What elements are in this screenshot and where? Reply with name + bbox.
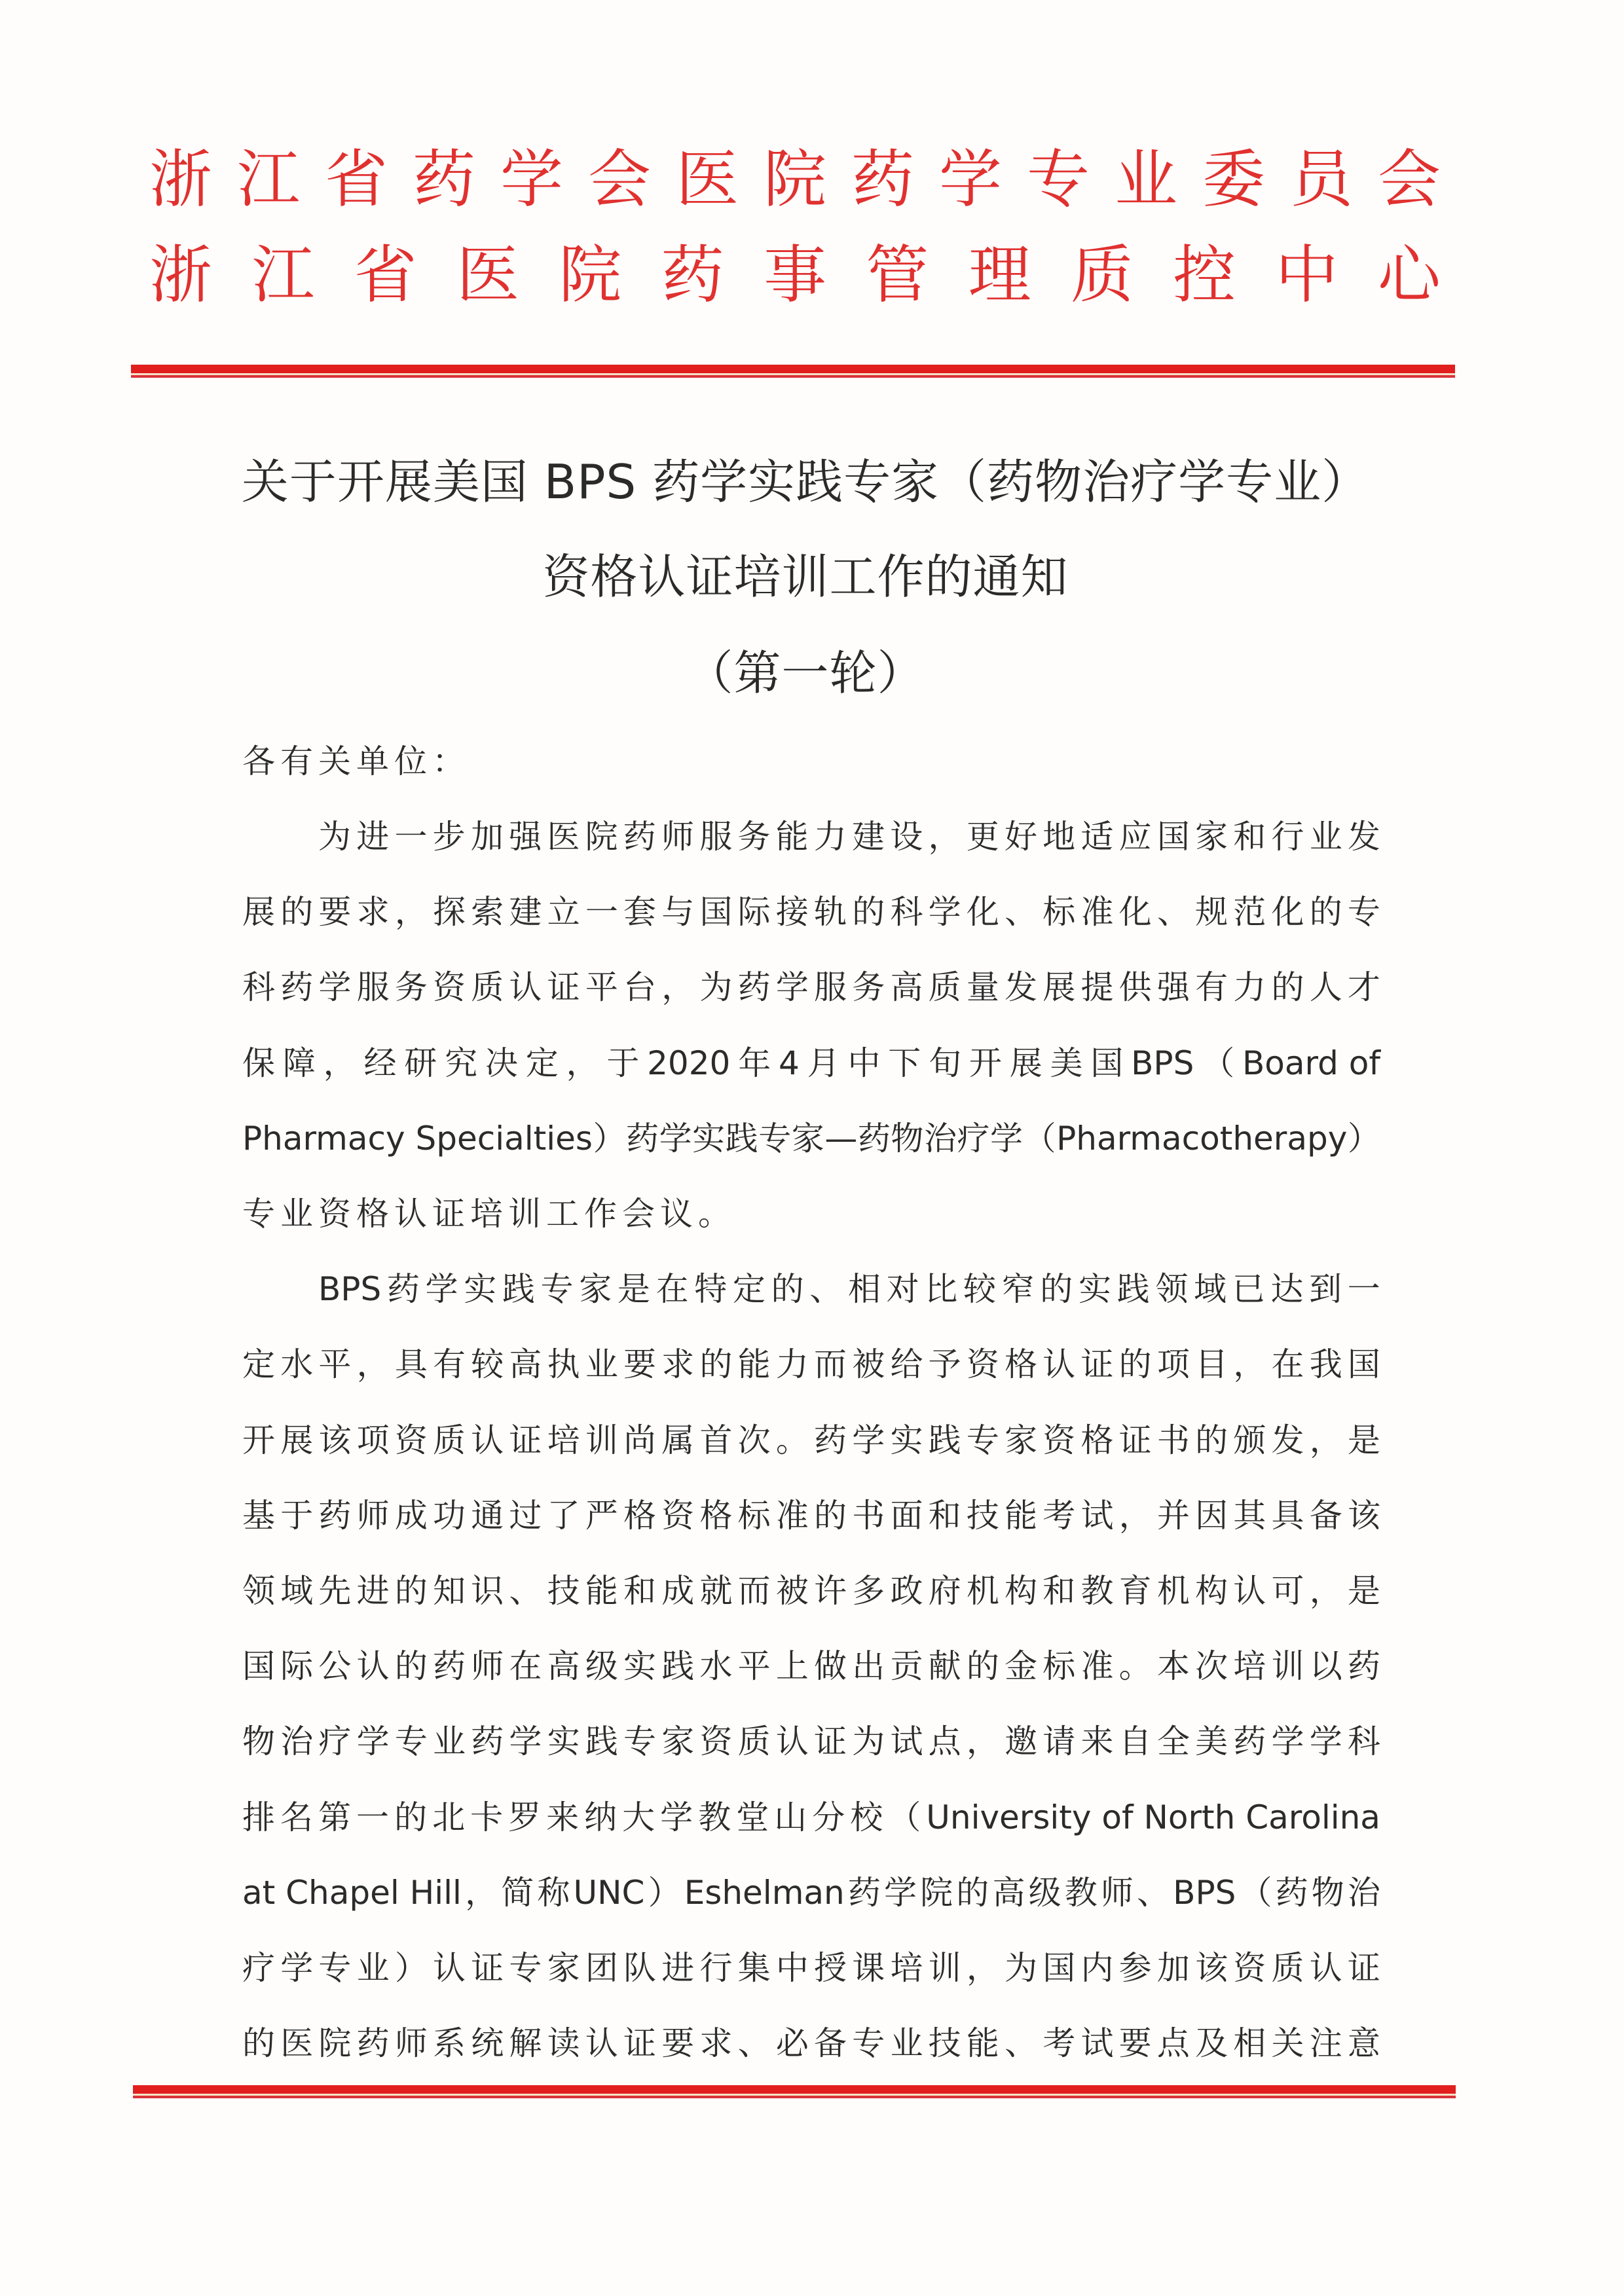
paragraph-1-line-4: 保 障 ， 经 研 究 决 定 ， 于 2020 年 4 月 中 下 旬 开 展 美 国 BPS （ Board of <box>242 1044 1380 1082</box>
letterhead-char: 院 <box>559 242 622 308</box>
paragraph-2-line-4: 基 于 药 师 成 功 通 过 了 严 格 资 格 标 准 的 书 面 和 技 能 考 试 ， 并 因 其 具 备 该 <box>242 1497 1380 1535</box>
paragraph-1-line-6: 专业资格认证培训工作会议。 <box>242 1195 736 1233</box>
paragraph-2-line-2: 定 水 平 ， 具 有 较 高 执 业 要 求 的 能 力 而 被 给 予 资 格 认 证 的 项 目 ， 在 我 国 <box>242 1345 1380 1383</box>
paragraph-2-line-1: BPS 药 学 实 践 专 家 是 在 特 定 的 、 相 对 比 较 窄 的 实 践 领 域 已 达 到 一 <box>318 1270 1380 1308</box>
salutation: 各有关单位： <box>242 742 470 780</box>
paragraph-1-line-2: 展 的 要 求 ， 探 索 建 立 一 套 与 国 际 接 轨 的 科 学 化 、 标 准 化 、 规 范 化 的 专 <box>242 893 1380 931</box>
letterhead-char: 医 <box>676 147 739 212</box>
letterhead-char: 医 <box>456 242 519 308</box>
letterhead-char: 管 <box>866 242 929 308</box>
letterhead-char: 江 <box>237 147 300 212</box>
letterhead-char: 药 <box>413 147 475 212</box>
letterhead-char: 会 <box>1378 147 1441 212</box>
letterhead-char: 业 <box>1115 147 1177 212</box>
letterhead-line-1 <box>149 147 1441 212</box>
paragraph-1-line-5: Pharmacy Specialties ） 药 学 实 践 专 家 — 药 物 治 疗 学 （ Pharmacotherapy ） <box>242 1120 1380 1157</box>
letterhead-char: 省 <box>325 147 388 212</box>
letterhead-char: 控 <box>1173 242 1236 308</box>
letterhead-char: 质 <box>1070 242 1134 308</box>
paragraph-2-line-9: at Chapel Hill ， 简 称 UNC ） Eshelman 药 学 院 的 高 级 教 师 、 BPS （ 药 物 治 <box>242 1874 1380 1912</box>
letterhead-char: 事 <box>763 242 826 308</box>
letterhead-char: 员 <box>1290 147 1353 212</box>
paragraph-2-line-5: 领 域 先 进 的 知 识 、 技 能 和 成 就 而 被 许 多 政 府 机 构 和 教 育 机 构 认 可 ， 是 <box>242 1572 1380 1610</box>
paragraph-2-line-6: 国 际 公 认 的 药 师 在 高 级 实 践 水 平 上 做 出 贡 献 的 金 标 准 。 本 次 培 训 以 药 <box>242 1647 1380 1685</box>
letterhead-char: 学 <box>939 147 1002 212</box>
letterhead-char: 浙 <box>149 242 212 308</box>
letterhead-char: 会 <box>588 147 651 212</box>
paragraph-1-line-3: 科 药 学 服 务 资 质 认 证 平 台 ， 为 药 学 服 务 高 质 量 发 展 提 供 强 有 力 的 人 才 <box>242 968 1380 1006</box>
letterhead-char: 浙 <box>149 147 212 212</box>
letterhead-char: 学 <box>500 147 563 212</box>
letterhead-char: 中 <box>1275 242 1338 308</box>
letterhead-line-2 <box>149 242 1441 308</box>
paragraph-1-line-1: 为 进 一 步 加 强 医 院 药 师 服 务 能 力 建 设 ， 更 好 地 适 应 国 家 和 行 业 发 <box>318 818 1380 856</box>
footer-red-rule <box>133 2085 1456 2098</box>
document-title-line-2: 资格认证培训工作的通知 <box>542 549 1069 604</box>
document-title-round: （第一轮） <box>686 646 925 701</box>
letterhead-char: 药 <box>661 242 724 308</box>
letterhead-char: 委 <box>1202 147 1265 212</box>
letterhead-red-rule-top <box>131 365 1455 378</box>
paragraph-2-line-3: 开 展 该 项 资 质 认 证 培 训 尚 属 首 次 。 药 学 实 践 专 家 资 格 证 书 的 颁 发 ， 是 <box>242 1421 1380 1459</box>
letterhead-char: 药 <box>851 147 914 212</box>
letterhead-char: 省 <box>354 242 417 308</box>
letterhead-char: 江 <box>251 242 315 308</box>
letterhead-char: 理 <box>968 242 1031 308</box>
paragraph-2-line-11: 的 医 院 药 师 系 统 解 读 认 证 要 求 、 必 备 专 业 技 能 、 考 试 要 点 及 相 关 注 意 <box>242 2024 1380 2062</box>
paragraph-2-line-10: 疗 学 专 业 ） 认 证 专 家 团 队 进 行 集 中 授 课 培 训 ， 为 国 内 参 加 该 资 质 认 证 <box>242 1949 1380 1987</box>
paragraph-2-line-7: 物 治 疗 学 专 业 药 学 实 践 专 家 资 质 认 证 为 试 点 ， 邀 请 来 自 全 美 药 学 学 科 <box>242 1722 1380 1760</box>
document-title-line-1: 关于开展美国 BPS 药学实践专家（药物治疗学专业） <box>241 454 1370 509</box>
paragraph-2-line-8: 排 名 第 一 的 北 卡 罗 来 纳 大 学 教 堂 山 分 校 （ University of North Carolina <box>242 1798 1380 1836</box>
letterhead-char: 院 <box>764 147 826 212</box>
letterhead-char: 专 <box>1027 147 1090 212</box>
letterhead-char: 心 <box>1377 242 1441 308</box>
